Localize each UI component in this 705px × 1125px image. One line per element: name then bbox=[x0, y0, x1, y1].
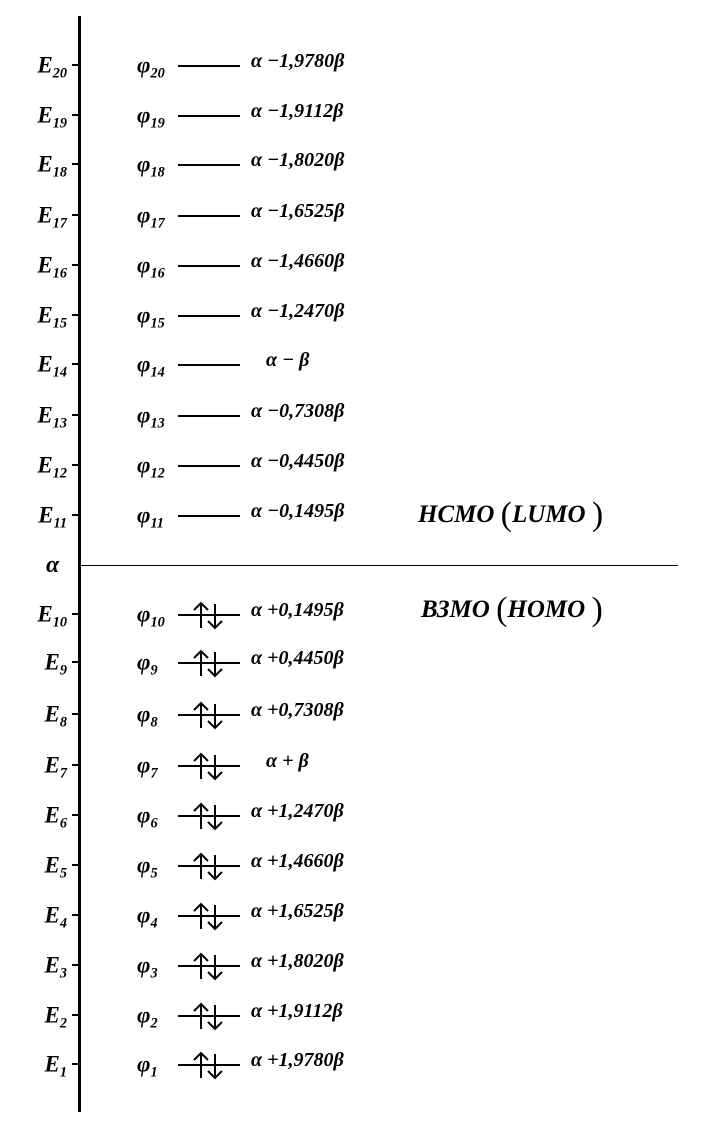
spin-down-arrow-icon bbox=[208, 755, 222, 779]
energy-index: 13 bbox=[52, 415, 67, 432]
axis-tick bbox=[72, 914, 80, 916]
spin-down-arrow-icon bbox=[208, 652, 222, 676]
orbital-index: 7 bbox=[150, 765, 158, 782]
energy-symbol: E bbox=[37, 151, 53, 177]
orbital-energy-value: α −1,8020β bbox=[251, 149, 345, 171]
orbital-index: 18 bbox=[150, 164, 165, 181]
spin-up-arrow-icon bbox=[194, 954, 208, 979]
orbital-index: 14 bbox=[150, 364, 165, 381]
axis-tick bbox=[72, 264, 80, 266]
spin-down-arrow-icon bbox=[208, 1005, 222, 1029]
lumo-english: LUMO bbox=[511, 501, 586, 528]
energy-level-label bbox=[44, 902, 67, 932]
energy-index: 18 bbox=[52, 164, 67, 181]
spin-down-arrow-icon bbox=[208, 905, 222, 929]
spin-up-arrow-icon bbox=[194, 1004, 208, 1029]
orbital-symbol: φ bbox=[137, 852, 151, 878]
electron-pair-icon bbox=[188, 801, 228, 831]
orbital-label bbox=[137, 52, 165, 82]
orbital-index: 19 bbox=[150, 115, 165, 132]
energy-index: 17 bbox=[52, 215, 67, 232]
axis-tick bbox=[72, 964, 80, 966]
energy-level-label bbox=[37, 202, 67, 232]
orbital-energy-value: α −0,1495β bbox=[251, 500, 345, 522]
orbital-energy-value: α +1,9780β bbox=[251, 1049, 344, 1071]
energy-level-line bbox=[178, 265, 240, 267]
orbital-label bbox=[137, 852, 158, 882]
energy-symbol: E bbox=[37, 52, 53, 78]
orbital-energy-value: α +1,2470β bbox=[251, 800, 344, 822]
spin-up-arrow-icon bbox=[194, 603, 208, 628]
energy-symbol: E bbox=[37, 102, 53, 128]
orbital-index: 3 bbox=[150, 965, 158, 982]
spin-down-arrow-icon bbox=[208, 704, 222, 728]
orbital-index: 11 bbox=[150, 515, 164, 532]
energy-level-line bbox=[178, 215, 240, 217]
orbital-index: 12 bbox=[150, 465, 165, 482]
orbital-index: 9 bbox=[150, 662, 158, 679]
orbital-symbol: φ bbox=[137, 502, 151, 528]
energy-index: 8 bbox=[59, 714, 67, 731]
orbital-label bbox=[137, 701, 158, 731]
orbital-symbol: φ bbox=[137, 202, 151, 228]
orbital-index: 15 bbox=[150, 315, 165, 332]
orbital-label bbox=[137, 102, 165, 132]
electron-pair-icon bbox=[188, 648, 228, 678]
lumo-close-paren: ) bbox=[591, 496, 604, 533]
orbital-energy-value: α −0,4450β bbox=[251, 450, 345, 472]
homo-label bbox=[421, 591, 603, 629]
orbital-index: 17 bbox=[150, 215, 165, 232]
energy-symbol: E bbox=[38, 502, 54, 528]
electron-pair-icon bbox=[188, 700, 228, 730]
energy-level-line bbox=[178, 65, 240, 67]
orbital-symbol: φ bbox=[137, 452, 151, 478]
energy-index: 4 bbox=[59, 915, 67, 932]
orbital-index: 2 bbox=[150, 1015, 158, 1032]
energy-level-label bbox=[44, 701, 67, 731]
orbital-index: 13 bbox=[150, 415, 165, 432]
orbital-label bbox=[137, 952, 158, 982]
alpha-reference-line bbox=[80, 565, 678, 566]
lumo-label bbox=[418, 496, 603, 534]
orbital-energy-value: α −1,9112β bbox=[251, 100, 344, 122]
energy-level-line bbox=[178, 364, 240, 366]
orbital-symbol: φ bbox=[137, 601, 151, 627]
axis-tick bbox=[72, 64, 80, 66]
homo-open-paren: ( bbox=[496, 591, 508, 628]
orbital-energy-value: α −1,9780β bbox=[251, 50, 345, 72]
orbital-label bbox=[137, 252, 165, 282]
energy-index: 9 bbox=[59, 662, 67, 679]
orbital-label bbox=[137, 752, 158, 782]
electron-pair-icon bbox=[188, 600, 228, 630]
energy-level-label bbox=[37, 52, 67, 82]
energy-level-line bbox=[178, 164, 240, 166]
spin-up-arrow-icon bbox=[194, 703, 208, 728]
axis-tick bbox=[72, 764, 80, 766]
spin-up-arrow-icon bbox=[194, 904, 208, 929]
axis-tick bbox=[72, 214, 80, 216]
energy-axis bbox=[78, 16, 81, 1112]
orbital-energy-value: α − β bbox=[266, 349, 310, 371]
energy-symbol: E bbox=[44, 852, 60, 878]
orbital-label bbox=[137, 452, 165, 482]
energy-level-label bbox=[37, 252, 67, 282]
orbital-index: 10 bbox=[150, 614, 165, 631]
spin-up-arrow-icon bbox=[194, 854, 208, 879]
orbital-symbol: φ bbox=[137, 151, 151, 177]
orbital-label bbox=[137, 1002, 158, 1032]
spin-up-arrow-icon bbox=[194, 754, 208, 779]
orbital-symbol: φ bbox=[137, 52, 151, 78]
energy-level-label bbox=[37, 452, 67, 482]
orbital-energy-value: α +0,7308β bbox=[251, 699, 344, 721]
energy-symbol: E bbox=[37, 452, 53, 478]
energy-index: 15 bbox=[52, 315, 67, 332]
electron-pair-icon bbox=[188, 951, 228, 981]
orbital-symbol: φ bbox=[137, 1002, 151, 1028]
orbital-index: 20 bbox=[150, 65, 165, 82]
energy-symbol: E bbox=[44, 649, 60, 675]
orbital-symbol: φ bbox=[137, 1051, 151, 1077]
orbital-label bbox=[137, 649, 158, 679]
energy-index: 2 bbox=[59, 1015, 67, 1032]
energy-index: 16 bbox=[52, 265, 67, 282]
energy-symbol: E bbox=[44, 701, 60, 727]
orbital-symbol: φ bbox=[137, 902, 151, 928]
axis-tick bbox=[72, 814, 80, 816]
orbital-symbol: φ bbox=[137, 802, 151, 828]
energy-symbol: E bbox=[44, 1002, 60, 1028]
orbital-label bbox=[137, 202, 165, 232]
energy-index: 3 bbox=[59, 965, 67, 982]
energy-symbol: E bbox=[37, 351, 53, 377]
orbital-energy-value: α −1,4660β bbox=[251, 250, 345, 272]
spin-down-arrow-icon bbox=[208, 955, 222, 979]
orbital-energy-value: α +1,9112β bbox=[251, 1000, 343, 1022]
spin-up-arrow-icon bbox=[194, 651, 208, 676]
orbital-label bbox=[137, 351, 165, 381]
axis-tick bbox=[72, 1063, 80, 1065]
energy-symbol: E bbox=[37, 601, 53, 627]
electron-pair-icon bbox=[188, 901, 228, 931]
energy-index: 14 bbox=[52, 364, 67, 381]
energy-level-label bbox=[37, 151, 67, 181]
electron-pair-icon bbox=[188, 751, 228, 781]
energy-symbol: E bbox=[44, 952, 60, 978]
energy-level-label bbox=[44, 1051, 67, 1081]
orbital-label bbox=[137, 601, 165, 631]
orbital-index: 1 bbox=[150, 1064, 158, 1081]
axis-tick bbox=[72, 864, 80, 866]
energy-index: 10 bbox=[52, 614, 67, 631]
energy-level-line bbox=[178, 415, 240, 417]
energy-index: 7 bbox=[59, 765, 67, 782]
electron-pair-icon bbox=[188, 851, 228, 881]
spin-up-arrow-icon bbox=[194, 1053, 208, 1078]
homo-russian: ВЗМО bbox=[421, 596, 490, 623]
axis-tick bbox=[72, 464, 80, 466]
orbital-energy-value: α + β bbox=[266, 750, 309, 772]
homo-english: HOMO bbox=[507, 596, 586, 623]
energy-index: 12 bbox=[52, 465, 67, 482]
lumo-russian: НСМО bbox=[418, 501, 495, 528]
axis-tick bbox=[72, 713, 80, 715]
energy-symbol: E bbox=[44, 752, 60, 778]
energy-level-label bbox=[44, 952, 67, 982]
energy-index: 19 bbox=[52, 115, 67, 132]
energy-level-line bbox=[178, 115, 240, 117]
energy-level-label bbox=[44, 802, 67, 832]
orbital-energy-value: α +1,6525β bbox=[251, 900, 344, 922]
energy-level-label bbox=[37, 402, 67, 432]
energy-symbol: E bbox=[37, 202, 53, 228]
alpha-axis-label: α bbox=[46, 552, 60, 578]
energy-index: 20 bbox=[52, 65, 67, 82]
energy-level-label bbox=[44, 852, 67, 882]
orbital-energy-value: α +1,8020β bbox=[251, 950, 344, 972]
spin-down-arrow-icon bbox=[208, 1054, 222, 1078]
orbital-index: 5 bbox=[150, 865, 158, 882]
orbital-energy-value: α +0,1495β bbox=[251, 599, 344, 621]
orbital-symbol: φ bbox=[137, 649, 151, 675]
electron-pair-icon bbox=[188, 1001, 228, 1031]
orbital-symbol: φ bbox=[137, 102, 151, 128]
orbital-index: 8 bbox=[150, 714, 158, 731]
spin-down-arrow-icon bbox=[208, 855, 222, 879]
orbital-energy-value: α +0,4450β bbox=[251, 647, 344, 669]
energy-symbol: E bbox=[44, 802, 60, 828]
lumo-open-paren: ( bbox=[500, 496, 512, 533]
energy-symbol: E bbox=[44, 902, 60, 928]
orbital-energy-value: α −1,2470β bbox=[251, 300, 345, 322]
axis-tick bbox=[72, 363, 80, 365]
orbital-symbol: φ bbox=[137, 701, 151, 727]
orbital-label bbox=[137, 502, 164, 532]
axis-tick bbox=[72, 1014, 80, 1016]
axis-tick bbox=[72, 163, 80, 165]
energy-level-line bbox=[178, 315, 240, 317]
orbital-energy-value: α +1,4660β bbox=[251, 850, 344, 872]
orbital-energy-value: α −1,6525β bbox=[251, 200, 345, 222]
orbital-index: 4 bbox=[150, 915, 158, 932]
energy-level-label bbox=[44, 752, 67, 782]
orbital-label bbox=[137, 1051, 158, 1081]
energy-level-line bbox=[178, 515, 240, 517]
orbital-index: 16 bbox=[150, 265, 165, 282]
energy-level-line bbox=[178, 465, 240, 467]
orbital-index: 6 bbox=[150, 815, 158, 832]
energy-level-label bbox=[37, 351, 67, 381]
orbital-symbol: φ bbox=[137, 952, 151, 978]
spin-up-arrow-icon bbox=[194, 804, 208, 829]
orbital-energy-value: α −0,7308β bbox=[251, 400, 345, 422]
energy-symbol: E bbox=[44, 1051, 60, 1077]
energy-level-label bbox=[38, 502, 67, 532]
axis-tick bbox=[72, 661, 80, 663]
orbital-symbol: φ bbox=[137, 302, 151, 328]
axis-tick bbox=[72, 314, 80, 316]
energy-symbol: E bbox=[37, 302, 53, 328]
energy-index: 11 bbox=[53, 515, 67, 532]
energy-level-label bbox=[37, 601, 67, 631]
energy-level-label bbox=[37, 102, 67, 132]
axis-tick bbox=[72, 514, 80, 516]
spin-down-arrow-icon bbox=[208, 604, 222, 628]
orbital-label bbox=[137, 402, 165, 432]
energy-index: 6 bbox=[59, 815, 67, 832]
energy-symbol: E bbox=[37, 252, 53, 278]
orbital-symbol: φ bbox=[137, 252, 151, 278]
orbital-symbol: φ bbox=[137, 351, 151, 377]
energy-symbol: E bbox=[37, 402, 53, 428]
energy-level-label bbox=[44, 649, 67, 679]
axis-tick bbox=[72, 613, 80, 615]
axis-tick bbox=[72, 414, 80, 416]
energy-index: 1 bbox=[59, 1064, 67, 1081]
orbital-label bbox=[137, 302, 165, 332]
axis-tick bbox=[72, 114, 80, 116]
orbital-symbol: φ bbox=[137, 752, 151, 778]
energy-level-label bbox=[37, 302, 67, 332]
energy-level-label bbox=[44, 1002, 67, 1032]
orbital-symbol: φ bbox=[137, 402, 151, 428]
energy-index: 5 bbox=[59, 865, 67, 882]
orbital-label bbox=[137, 151, 165, 181]
orbital-label bbox=[137, 902, 158, 932]
electron-pair-icon bbox=[188, 1050, 228, 1080]
homo-close-paren: ) bbox=[591, 591, 603, 628]
orbital-label bbox=[137, 802, 158, 832]
spin-down-arrow-icon bbox=[208, 805, 222, 829]
